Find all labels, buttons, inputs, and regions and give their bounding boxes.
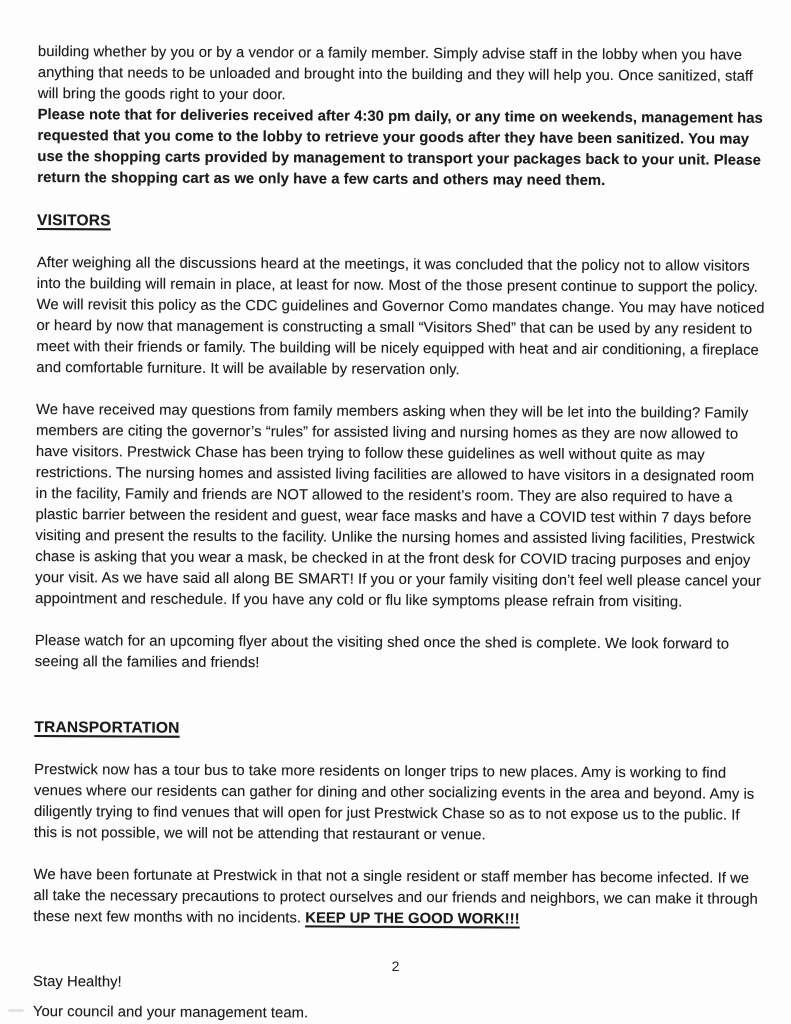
paragraph-visiting-shed-flyer: Please watch for an upcoming flyer about the visiting shed once the shed is complete. We look forward to seeing all the families and friends! bbox=[34, 632, 730, 672]
page-content bbox=[33, 42, 766, 1024]
section-heading-visitors: VISITORS bbox=[37, 211, 111, 230]
section-heading-transportation: TRANSPORTATION bbox=[34, 718, 180, 737]
paragraph-delivery-notice: Please note that for deliveries received after 4:30 pm daily, or any time on weekends, management has requested that you come to the lobby to retrieve your goods after they have been sanitized. You may use the shopping carts provided by management to transport your packages back to your unit. Please return the shopping cart as we only have a few carts and others may need them. bbox=[37, 106, 763, 189]
page-number: 2 bbox=[391, 958, 400, 974]
paragraph-fortunate-text: We have been fortunate at Prestwick in that not a single resident or staff member has become infected. If we all take the necessary precautions to protect ourselves and our friends and neighbors, we can make it through these next few months with no incidents. bbox=[33, 866, 758, 927]
paragraph-delivery-continued: building whether by you or by a vendor or a family member. Simply advise staff in the lobby when you have anything that needs to be unloaded and brought into the building and they will help you. Once sanitized, staff will bring the goods right to your door. bbox=[37, 43, 754, 104]
paragraph-tour-bus: Prestwick now has a tour bus to take more residents on longer trips to new places. Amy is working to find venues where our residents can gather for dining and other socializing events in the area and beyond. Amy is diligently trying to find venues that will open for just Prestwick Chase so as to not expose us to the public. If this is not possible, we will not be attending that restaurant or venue. bbox=[33, 761, 755, 844]
paragraph-visitors-policy: After weighing all the discussions heard at the meetings, it was concluded that the policy not to allow visitors into the building will remain in place, at least for now. Most of the those present continue to support the policy. We will revisit this policy as the CDC guidelines and Governor Como mandates change. You may have noticed or heard by now that management is constructing a small “Visitors Shed” that can be used by any resident to meet with their friends or family. The building will be nicely equipped with heat and air conditioning, a fireplace and comfortable furniture. It will be available by reservation only. bbox=[36, 254, 765, 379]
scan-artifact bbox=[8, 1009, 24, 1012]
paragraph-visitors-guidelines: We have received may questions from family members asking when they will be let into the building? Family members are citing the governor’s “rules” for assisted living and nursing homes as they are now allowed to have visitors. Prestwick Chase has been trying to follow these guidelines as well without quite as may restrictions. The nursing homes and assisted living facilities are allowed to have visitors in a designated room in the facility, Family and friends are NOT allowed to the resident’s room. They are also required to have a plastic barrier between the resident and guest, wear face masks and have a COVID test within 7 days before visiting and present the results to the facility. Unlike the nursing homes and assisted living facilities, Prestwick chase is asking that you wear a mask, be checked in at the front desk for COVID tracing purposes and enjoy your visit. As we have said all along BE SMART! If you or your family visiting don’t feel well please cancel your appointment and reschedule. If you have any cold or flu like symptoms please refrain from visiting. bbox=[35, 401, 762, 611]
closing-stay-healthy: Stay Healthy! bbox=[33, 973, 122, 991]
paragraph-fortunate bbox=[33, 865, 761, 932]
closing-signature: Your council and your management team. bbox=[32, 1003, 309, 1022]
keep-up-good-work-text: KEEP UP THE GOOD WORK!!! bbox=[305, 910, 520, 928]
